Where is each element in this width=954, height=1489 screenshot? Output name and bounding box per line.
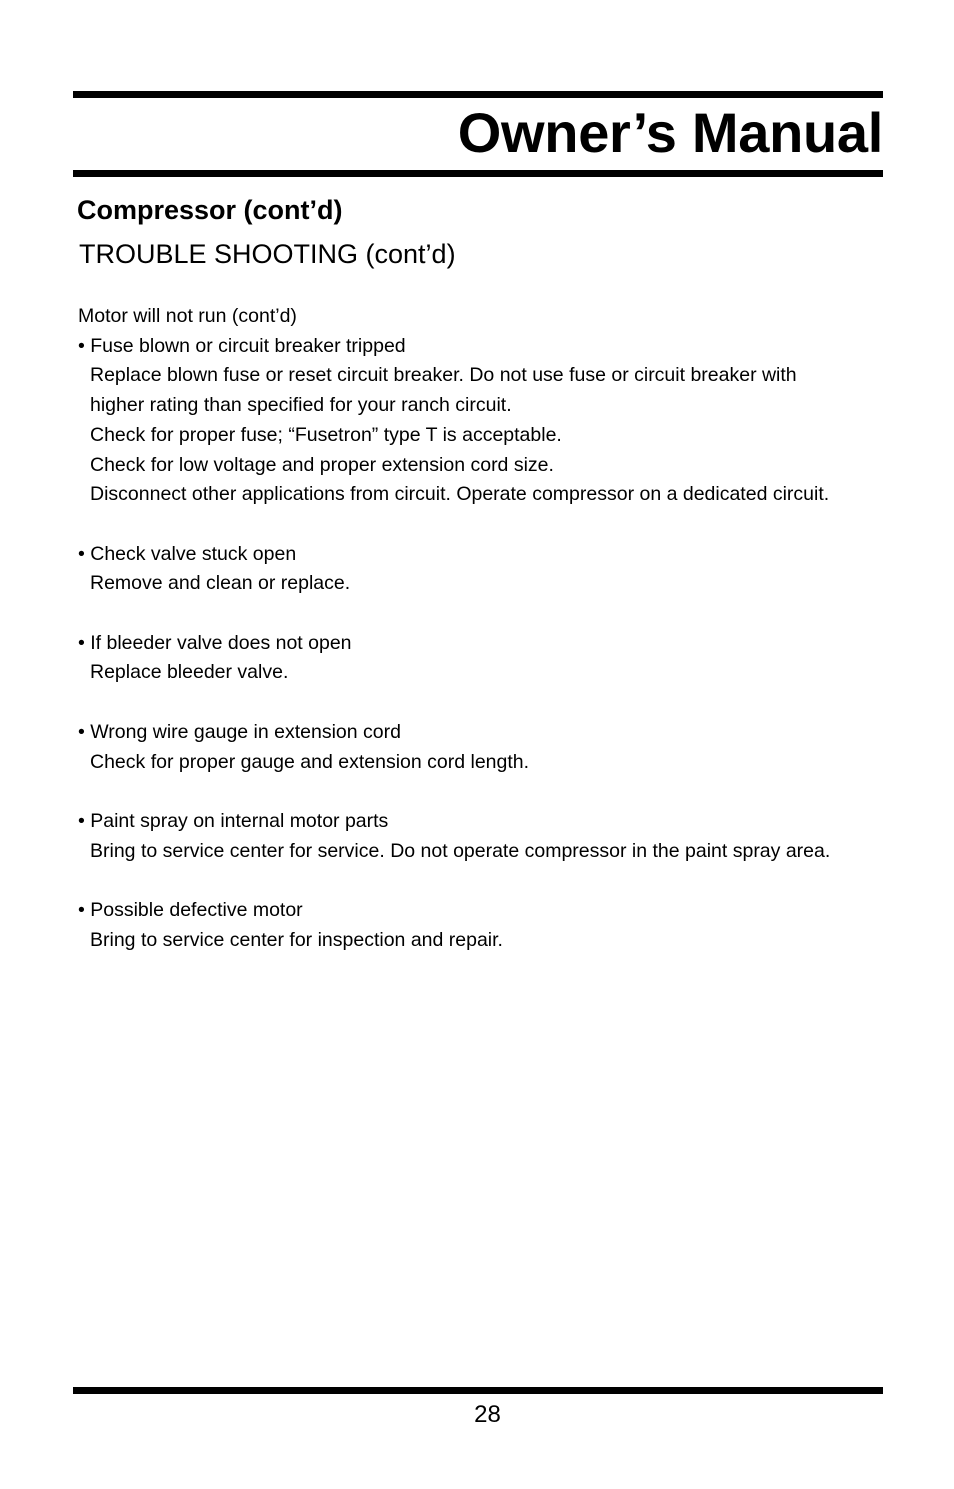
problem-cause: • Check valve stuck open (78, 542, 297, 565)
problem-remedy: Bring to service center for inspection and repair. (90, 928, 503, 951)
problem-remedy: Remove and clean or replace. (90, 572, 351, 595)
problem-remedy: Bring to service center for service. Do not operate compressor in the paint spray area. (90, 839, 831, 862)
page-number: 28 (474, 1401, 501, 1428)
problem-remedy: Replace blown fuse or reset circuit breaker. Do not use fuse or circuit breaker with (90, 364, 797, 387)
footer-rule (73, 1387, 883, 1394)
problem-item (78, 896, 908, 955)
problem-cause: • Possible defective motor (78, 898, 303, 921)
header-bottom-rule (73, 170, 883, 177)
problem-remedy: Disconnect other applications from circuit. Operate compressor on a dedicated circuit. (90, 483, 830, 506)
problem-remedy: higher rating than specified for your ranch circuit. (90, 394, 512, 417)
problem-item (78, 807, 908, 866)
problem-cause: • Paint spray on internal motor parts (78, 809, 389, 832)
symptom-intro: Motor will not run (cont’d) (78, 305, 297, 327)
problem-remedy: Replace bleeder valve. (90, 661, 289, 684)
problem-item (78, 540, 908, 599)
problem-cause: • Wrong wire gauge in extension cord (78, 720, 401, 743)
problem-item (78, 718, 908, 777)
problem-remedy: Check for proper gauge and extension cord length. (90, 750, 530, 773)
header-top-rule (73, 91, 883, 98)
troubleshooting-content (78, 302, 908, 955)
problem-item (78, 332, 908, 510)
problem-remedy: Check for proper fuse; “Fusetron” type T is acceptable. (90, 423, 562, 446)
subsection-heading: TROUBLE SHOOTING (cont’d) (79, 239, 456, 269)
problem-cause: • Fuse blown or circuit breaker tripped (78, 334, 406, 357)
problem-cause: • If bleeder valve does not open (78, 631, 352, 654)
section-heading: Compressor (cont’d) (77, 195, 343, 225)
problem-remedy: Check for low voltage and proper extension cord size. (90, 453, 554, 476)
problem-item (78, 629, 908, 688)
manual-title: Owner’s Manual (457, 101, 883, 164)
